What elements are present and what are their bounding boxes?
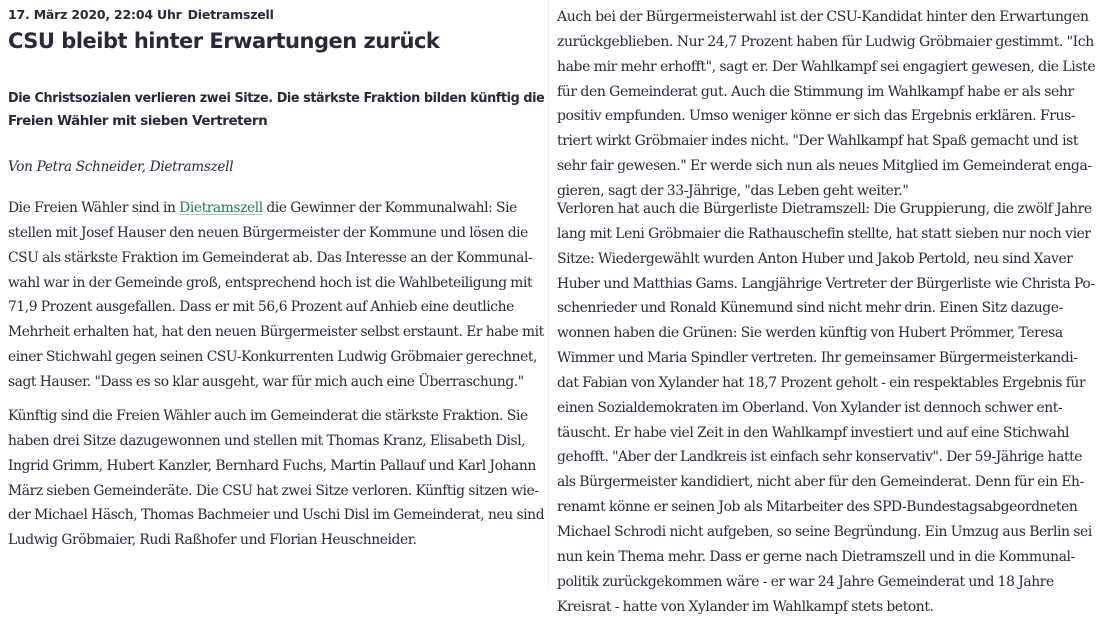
paragraph-line: nun kein Thema mehr. Dass er gerne nach Dietramszell und in die Kommunal-	[557, 545, 1095, 570]
paragraph-line: lang mit Leni Gröbmaier die Rathauschefin stellte, hat statt sieben nur noch vier	[557, 222, 1095, 247]
paragraph-line: zurückgeblieben. Nur 24,7 Prozent haben für Ludwig Gröbmaier gestimmt. "Ich	[557, 30, 1095, 55]
column-divider	[548, 0, 549, 587]
paragraph-line: Wimmer und Maria Spindler vertreten. Ihr gemeinsamer Bürgermeisterkandi-	[557, 346, 1095, 371]
paragraph-line: Verloren hat auch die Bürgerliste Dietramszell: Die Gruppierung, die zwölf Jahre	[557, 197, 1095, 222]
paragraph-line: für den Gemeinderat gut. Auch die Stimmung im Wahlkampf habe er als sehr	[557, 80, 1095, 105]
paragraph-line: Sitze: Wiedergewählt wurden Anton Huber und Jakob Pertold, neu sind Xaver	[557, 247, 1095, 272]
paragraph-line: sagt Hauser. "Dass es so klar ausgeht, war für mich auch eine Überraschung."	[8, 370, 544, 395]
paragraph-line: täuscht. Er habe viel Zeit in den Wahlkampf investiert und auf eine Stichwahl	[557, 421, 1095, 446]
paragraph-line: sehr fair gewesen." Er werde sich nun als neues Mitglied im Gemeinderat enga-	[557, 154, 1095, 179]
paragraph-line	[8, 196, 544, 221]
text-segment: Die Freien Wähler sind in	[8, 200, 179, 216]
paragraph-line: Künftig sind die Freien Wähler auch im Gemeinderat die stärkste Fraktion. Sie	[8, 404, 544, 429]
article-author: Von Petra Schneider, Dietramszell	[8, 159, 233, 175]
paragraph-1	[8, 196, 555, 395]
paragraph-line: Michael Schrodi nicht aufgeben, so seine Begründung. Ein Umzug aus Berlin sei	[557, 520, 1095, 545]
paragraph-line: Mehrheit erhalten hat, hat den neuen Bürgermeister selbst erstaunt. Er habe mit	[8, 320, 544, 345]
paragraph-line: politik zurückgekommen wäre - er war 24 Jahre Gemeinderat und 18 Jahre	[557, 570, 1095, 595]
teaser-line: Freien Wähler mit sieben Vertretern	[8, 110, 544, 133]
paragraph-2	[8, 404, 553, 553]
article-teaser	[8, 87, 548, 133]
article-title: CSU bleibt hinter Erwartungen zurück	[8, 29, 439, 53]
paragraph-line: 71,9 Prozent ausgefallen. Dass er mit 56,6 Prozent auf Anhieb eine deutliche	[8, 295, 544, 320]
paragraph-line: triert wirkt Gröbmaier indes nicht. "Der Wahlkampf hat Spaß gemacht und ist	[557, 129, 1095, 154]
paragraph-line: der Michael Häsch, Thomas Bachmeier und Uschi Disl im Gemeinderat, neu sind	[8, 503, 544, 528]
paragraph-line: positiv empfunden. Umso weniger könne er sich das Ergebnis erklären. Frus-	[557, 104, 1095, 129]
paragraph-line: wahl war in der Gemeinde groß, entsprechend hoch ist die Wahlbeteiligung mit	[8, 271, 544, 296]
paragraph-line: Auch bei der Bürgermeisterwahl ist der CSU-Kandidat hinter den Erwartungen	[557, 5, 1095, 30]
paragraph-line: habe mir mehr erhofft", sagt er. Der Wahlkampf sei engagiert gewesen, die Liste	[557, 55, 1095, 80]
article-meta	[8, 7, 274, 22]
paragraph-line: Kreisrat - hatte von Xylander im Wahlkampf stets betont.	[557, 595, 1095, 619]
paragraph-line: wonnen haben die Grünen: Sie werden künftig von Hubert Prömmer, Teresa	[557, 321, 1095, 346]
text-segment: die Gewinner der Kommunalwahl: Sie	[263, 200, 517, 216]
paragraph-line: stellen mit Josef Hauser den neuen Bürgermeister der Kommune und lösen die	[8, 221, 544, 246]
paragraph-line: schenrieder und Ronald Künemund sind nicht mehr drin. Einen Sitz dazuge-	[557, 296, 1095, 321]
dietramszell-link[interactable]: Dietramszell	[179, 200, 263, 216]
paragraph-4	[557, 197, 1103, 619]
paragraph-line: als Bürgermeister kandidiert, nicht aber für den Gemeinderat. Denn für ein Eh-	[557, 470, 1095, 495]
paragraph-line: März sieben Gemeinderäte. Die CSU hat zwei Sitze verloren. Künftig sitzen wie-	[8, 479, 544, 504]
paragraph-line: haben drei Sitze dazugewonnen und stellen mit Thomas Kranz, Elisabeth Disl,	[8, 429, 544, 454]
paragraph-line: Ludwig Gröbmaier, Rudi Raßhofer und Florian Heuschneider.	[8, 528, 544, 553]
paragraph-line: einen Sozialdemokraten im Oberland. Von Xylander ist dennoch schwer ent-	[557, 396, 1095, 421]
teaser-line: Die Christsozialen verlieren zwei Sitze. Die stärkste Fraktion bilden künftig die	[8, 87, 517, 110]
paragraph-line: Ingrid Grimm, Hubert Kanzler, Bernhard Fuchs, Martin Pallauf und Karl Johann	[8, 454, 544, 479]
paragraph-line: CSU als stärkste Fraktion im Gemeinderat ab. Das Interesse an der Kommunal-	[8, 246, 544, 271]
paragraph-line: einer Stichwahl gegen seinen CSU-Konkurrenten Ludwig Gröbmaier gerechnet,	[8, 345, 544, 370]
article-date: 17. März 2020, 22:04 Uhr	[8, 7, 182, 22]
paragraph-line: Huber und Matthias Gams. Langjährige Vertreter der Bürgerliste wie Christa Po-	[557, 272, 1095, 297]
paragraph-line: renamt könne er seinen Job als Mitarbeiter des SPD-Bundestagsabgeordneten	[557, 495, 1095, 520]
article-location: Dietramszell	[188, 7, 274, 22]
paragraph-line: gehofft. "Aber der Landkreis ist einfach sehr konservativ". Der 59-Jährige hatte	[557, 445, 1095, 470]
paragraph-line: dat Fabian von Xylander hat 18,7 Prozent geholt - ein respektables Ergebnis für	[557, 371, 1095, 396]
paragraph-3	[557, 5, 1098, 204]
paragraph-line: gieren, sagt der 33-Jährige, "das Leben geht weiter."	[557, 179, 1095, 204]
